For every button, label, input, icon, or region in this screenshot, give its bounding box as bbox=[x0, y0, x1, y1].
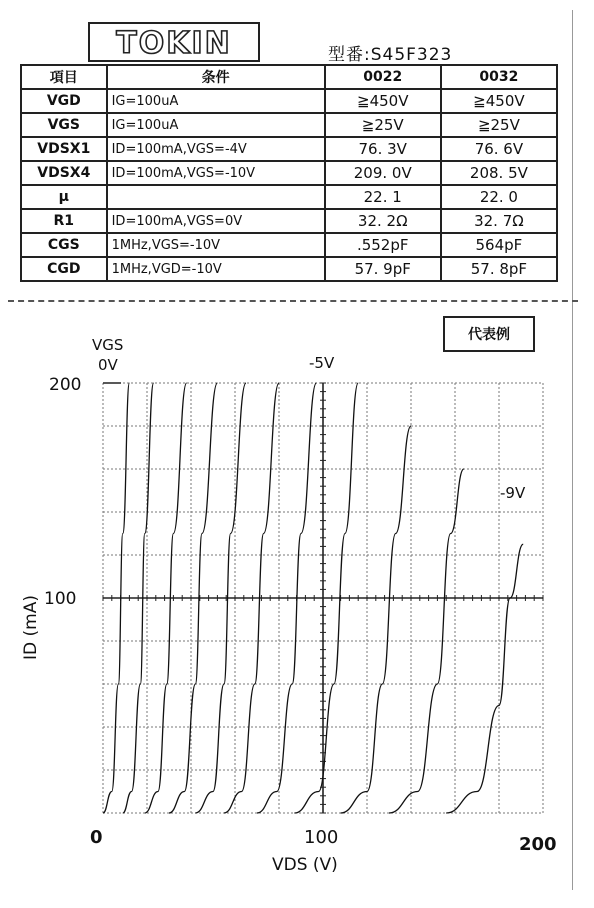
vgs-annotation: VGS bbox=[92, 336, 124, 354]
x-tick-label-100: 100 bbox=[304, 827, 339, 848]
curve-label-0v: 0V bbox=[98, 356, 118, 374]
row-value-0022: 57. 9pF bbox=[325, 257, 441, 281]
header-sample-0032: 0032 bbox=[441, 65, 557, 89]
row-condition: IG=100uA bbox=[107, 113, 325, 137]
y-tick-label-200: 200 bbox=[49, 375, 82, 395]
x-tick-label-200: 200 bbox=[519, 834, 557, 855]
representative-example-badge: 代表例 bbox=[443, 316, 535, 352]
row-value-0022: .552pF bbox=[325, 233, 441, 257]
row-item: CGS bbox=[21, 233, 107, 257]
row-value-0022: ≧450V bbox=[325, 89, 441, 113]
row-item: μ bbox=[21, 185, 107, 209]
header-sample-0022: 0022 bbox=[325, 65, 441, 89]
row-condition: ID=100mA,VGS=-4V bbox=[107, 137, 325, 161]
id-vds-curve-8 bbox=[341, 426, 411, 813]
row-condition: ID=100mA,VGS=0V bbox=[107, 209, 325, 233]
row-item: VDSX4 bbox=[21, 161, 107, 185]
row-value-0022: 209. 0V bbox=[325, 161, 441, 185]
row-value-0022: 32. 2Ω bbox=[325, 209, 441, 233]
row-value-0022: 22. 1 bbox=[325, 185, 441, 209]
row-item: VGD bbox=[21, 89, 107, 113]
curve-label-minus-5v: -5V bbox=[309, 354, 335, 372]
row-item: VGS bbox=[21, 113, 107, 137]
row-item: CGD bbox=[21, 257, 107, 281]
row-value-0032: 32. 7Ω bbox=[441, 209, 557, 233]
y-axis-label: ID (mA) bbox=[21, 595, 41, 660]
header-item: 項目 bbox=[21, 65, 107, 89]
row-value-0032: 22. 0 bbox=[441, 185, 557, 209]
row-value-0032: ≧25V bbox=[441, 113, 557, 137]
row-item: VDSX1 bbox=[21, 137, 107, 161]
row-value-0032: 564pF bbox=[441, 233, 557, 257]
y-tick-label-100: 100 bbox=[44, 589, 77, 609]
row-value-0032: ≧450V bbox=[441, 89, 557, 113]
row-value-0022: ≧25V bbox=[325, 113, 441, 137]
header-condition: 条件 bbox=[107, 65, 325, 89]
row-condition: 1MHz,VGS=-10V bbox=[107, 233, 325, 257]
row-item: R1 bbox=[21, 209, 107, 233]
row-value-0022: 76. 3V bbox=[325, 137, 441, 161]
curve-label-minus-9v: -9V bbox=[500, 484, 526, 502]
row-condition: ID=100mA,VGS=-10V bbox=[107, 161, 325, 185]
model-number: 型番:S45F323 bbox=[328, 45, 453, 65]
id-vds-curve-10 bbox=[446, 544, 523, 813]
row-value-0032: 208. 5V bbox=[441, 161, 557, 185]
row-condition: 1MHz,VGD=-10V bbox=[107, 257, 325, 281]
brand-text: TOKIN bbox=[116, 26, 232, 61]
chart-axis-marks bbox=[103, 383, 543, 813]
row-condition: IG=100uA bbox=[107, 89, 325, 113]
x-axis-label: VDS (V) bbox=[272, 855, 338, 875]
x-tick-label-0: 0 bbox=[90, 827, 103, 848]
row-value-0032: 76. 6V bbox=[441, 137, 557, 161]
row-value-0032: 57. 8pF bbox=[441, 257, 557, 281]
